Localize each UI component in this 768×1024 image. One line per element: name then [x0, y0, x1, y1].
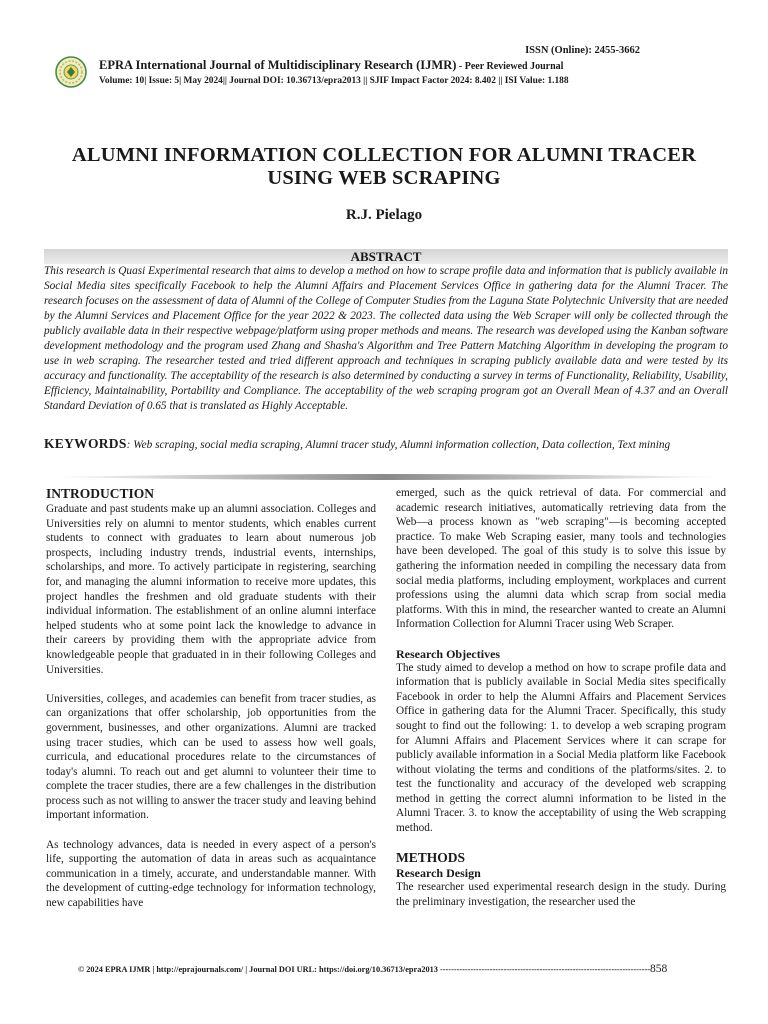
abstract-heading: ABSTRACT	[44, 249, 728, 264]
research-objectives-heading: Research Objectives	[396, 646, 501, 661]
page-footer	[78, 963, 702, 975]
research-design-heading: Research Design	[396, 866, 481, 881]
author-name: R.J. Pielago	[345, 207, 423, 223]
journal-meta: Volume: 10| Issue: 5| May 2024|| Journal DOI: 10.36713/epra2013 || SJIF Impact Factor 2024: 8.402 || ISI Value: 1.188	[99, 76, 569, 86]
intro-paragraph-3: As technology advances, data is needed in every aspect of a person's life, supporting the automation of data in areas such as acquaintance communication in a timely, accurate, and understandable manner. With the development of cutting-edge technology for information technology, new capabilities have	[46, 838, 376, 910]
footer-text: © 2024 EPRA IJMR | http://eprajournals.com/ | Journal DOI URL: https://doi.org/10.36713/epra2013	[78, 965, 441, 974]
methods-heading: METHODS	[396, 850, 466, 866]
issn-label: ISSN (Online): 2455-3662	[525, 45, 640, 56]
intro-paragraph-3-continued: emerged, such as the quick retrieval of data. For commercial and academic research initiatives, automatically retrieving data from the Web—a process known as "web scraping"—is becoming accepted practice. To make Web Scraping easier, many tools and technologies have been developed. The goal of this study is to solve this issue by gathering the information needed in compiling the necessary data from social media platforms, including employment, workplaces and current professions using the alumni data which scrap from social media platforms. With this in mind, the researcher wanted to create an Alumni Information Collection for Alumni Tracer using Web Scraper.	[396, 487, 726, 631]
journal-name: EPRA International Journal of Multidisciplinary Research (IJMR)	[99, 58, 457, 72]
peer-reviewed-label: - Peer Reviewed Journal	[456, 61, 564, 72]
section-divider	[44, 472, 728, 482]
research-objectives-text: The study aimed to develop a method on how to scrape profile data and information that is publicly available in Social Media sites specifically Facebook in order to help the Alumni Affairs and Placement Services Office in gathering data for the Alumni Tracer. Specifically, this study sought to find out the following: 1. to develop a web scraping program for Alumni Affairs and Placement Services where it can scrape for publicly available information in a Social Media platform like Facebook without violating the terms and conditions of the platforms/sites. 2. to test the functionality and accuracy of the developed web scrapping method in getting the correct alumni information to be listed in the Alumni Tracer. 3. to know the acceptability of using the Web scrapping method.	[396, 661, 726, 835]
page-number: 858	[650, 963, 668, 975]
intro-paragraph-1: Graduate and past students make up an alumni association. Colleges and Universities rely on alumni to mentor students, which enables current students to connect with graduates to learn about numerous job prospects, including industry trends, industrial events, internships, scholarships, and more. To actively participate in registering, searching for, and managing the alumni information to receive more updates, this project handles the freshmen and old graduate students with their individual information. The establishment of an online alumni interface helped students who at some point lack the knowledge to advance in their careers by providing them with the appropriate advice from knowledgeable people that graduated in in their following Colleges and Universities.	[46, 503, 376, 676]
journal-title	[99, 58, 563, 73]
introduction-heading: INTRODUCTION	[46, 486, 155, 501]
left-column	[46, 486, 376, 911]
keywords-label: KEYWORDS	[44, 436, 127, 451]
journal-logo-icon	[55, 56, 87, 88]
paper-title: ALUMNI INFORMATION COLLECTION FOR ALUMNI TRACER USING WEB SCRAPING	[71, 144, 697, 189]
abstract-text: This research is Quasi Experimental research that aims to develop a method on how to scrape profile data and information that is publicly available in Social Media sites specifically Facebook to help the Alumni Affairs and Placement Services Office in gathering data for the Alumni Tracer. The research focuses on the assessment of data of Alumni of the College of Computer Studies from the Laguna State Polytechnic University that are needed by the Alumni Services and Placement Office for the year 2022 & 2023. The collected data using the Web Scraper will only be collected through the publicly available data in their respective webpage/platform using proper methods and means. The research was developed using the Kanban software development methodology and the program used Zhang and Shasha's Algorithm and Tree Pattern Matching Algorithm in developing the program to use in web scraping. The researcher tested and tried different approach and techniques in scraping publicly available data and were tested by its accuracy and functionality. The acceptability of the research is also determined by conducting a survey in terms of Functionality, Reliability, Usability, Efficiency, Maintainability, Portability and Compliance. The acceptability of the web scraping program got an Overall Mean of 4.37 and an Overall Standard Deviation of 0.65 that is translated as Highly Acceptable.	[44, 265, 728, 412]
keywords	[44, 436, 728, 453]
methods-text: The researcher used experimental research design in the study. During the preliminary investigation, the researcher used the	[396, 881, 726, 908]
right-column	[396, 486, 726, 909]
intro-paragraph-2: Universities, colleges, and academies can benefit from tracer studies, as can organizations that offer scholarship, job opportunities from the government, businesses, and other organizations. Alumni are tracked using tracer studies, which can be used to assess how well goals, curricula, and educational procedures relate to the circumstances of today's alumni. To reach out and get alumni to volunteer their time to complete the tracer studies, there are a few challenges in the distribution process such as not willing to answer the tracer study and leaving behind important information.	[46, 692, 376, 822]
footer-dashes: ----------------------------------------------------------------------------	[440, 965, 650, 974]
keywords-text: : Web scraping, social media scraping, Alumni tracer study, Alumni information collection, Data collection, Text mining	[126, 439, 671, 451]
